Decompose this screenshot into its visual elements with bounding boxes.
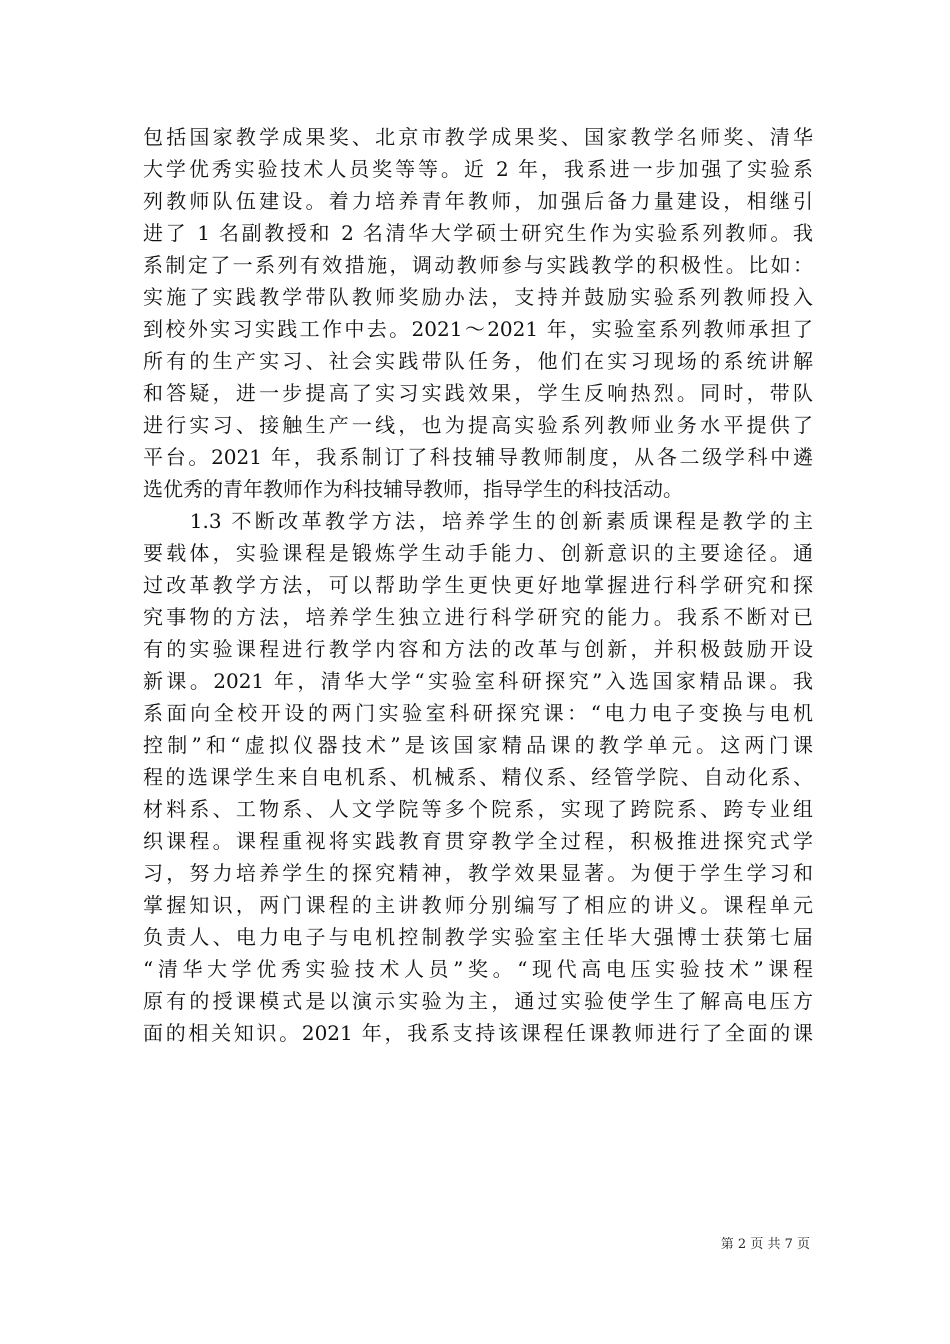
text-line: 过改革教学方法，可以帮助学生更快更好地掌握进行科学研究和探 — [143, 573, 813, 597]
text-line: 面的相关知识。2021 年，我系支持该课程任课教师进行了全面的课 — [143, 1021, 813, 1045]
text-line: 进了 1 名副教授和 2 名清华大学硕士研究生作为实验系列教师。我 — [143, 221, 813, 245]
text-line: 程的选课学生来自电机系、机械系、精仪系、经管学院、自动化系、 — [143, 765, 813, 789]
text-line: 要载体，实验课程是锻炼学生动手能力、创新意识的主要途径。通 — [143, 541, 813, 565]
text-line: 系制定了一系列有效措施，调动教师参与实践教学的积极性。比如： — [143, 253, 813, 277]
text-line: 到校外实习实践工作中去。2021～2021 年，实验室系列教师承担了 — [143, 317, 813, 341]
text-line: 控制”和“虚拟仪器技术”是该国家精品课的教学单元。这两门课 — [143, 733, 813, 757]
text-line: “清华大学优秀实验技术人员”奖。“现代高电压实验技术”课程 — [143, 957, 813, 981]
body-text — [143, 121, 813, 1049]
text-line: 实施了实践教学带队教师奖励办法，支持并鼓励实验系列教师投入 — [143, 285, 813, 309]
text-line: 包括国家教学成果奖、北京市教学成果奖、国家教学名师奖、清华 — [143, 125, 813, 149]
text-line: 选优秀的青年教师作为科技辅导教师，指导学生的科技活动。 — [143, 477, 683, 501]
text-line: 进行实习、接触生产一线，也为提高实验系列教师业务水平提供了 — [143, 413, 813, 437]
text-line: 习，努力培养学生的探究精神，教学效果显著。为便于学生学习和 — [143, 861, 813, 885]
text-line: 掌握知识，两门课程的主讲教师分别编写了相应的讲义。课程单元 — [143, 893, 813, 917]
text-line: 所有的生产实习、社会实践带队任务，他们在实习现场的系统讲解 — [143, 349, 813, 373]
text-line: 大学优秀实验技术人员奖等等。近 2 年，我系进一步加强了实验系 — [143, 157, 813, 181]
text-line: 列教师队伍建设。着力培养青年教师，加强后备力量建设，相继引 — [143, 189, 813, 213]
text-line: 材料系、工物系、人文学院等多个院系，实现了跨院系、跨专业组 — [143, 797, 813, 821]
text-line: 和答疑，进一步提高了实习实践效果，学生反响热烈。同时，带队 — [143, 381, 813, 405]
text-line: 究事物的方法，培养学生独立进行科学研究的能力。我系不断对已 — [143, 605, 813, 629]
text-line: 新课。2021 年，清华大学“实验室科研探究”入选国家精品课。我 — [143, 669, 813, 693]
text-line: 系面向全校开设的两门实验室科研探究课：“电力电子变换与电机 — [143, 701, 813, 725]
text-line: 平台。2021 年，我系制订了科技辅导教师制度，从各二级学科中遴 — [143, 445, 813, 469]
page-number: 第 2 页 共 7 页 — [720, 1237, 810, 1252]
text-line: 织课程。课程重视将实践教育贯穿教学全过程，积极推进探究式学 — [143, 829, 813, 853]
text-line: 负责人、电力电子与电机控制教学实验室主任毕大强博士获第七届 — [143, 925, 813, 949]
text-line: 原有的授课模式是以演示实验为主，通过实验使学生了解高电压方 — [143, 989, 813, 1013]
text-line: 1.3 不断改革教学方法，培养学生的创新素质课程是教学的主 — [143, 509, 813, 533]
text-line: 有的实验课程进行教学内容和方法的改革与创新，并积极鼓励开设 — [143, 637, 813, 661]
